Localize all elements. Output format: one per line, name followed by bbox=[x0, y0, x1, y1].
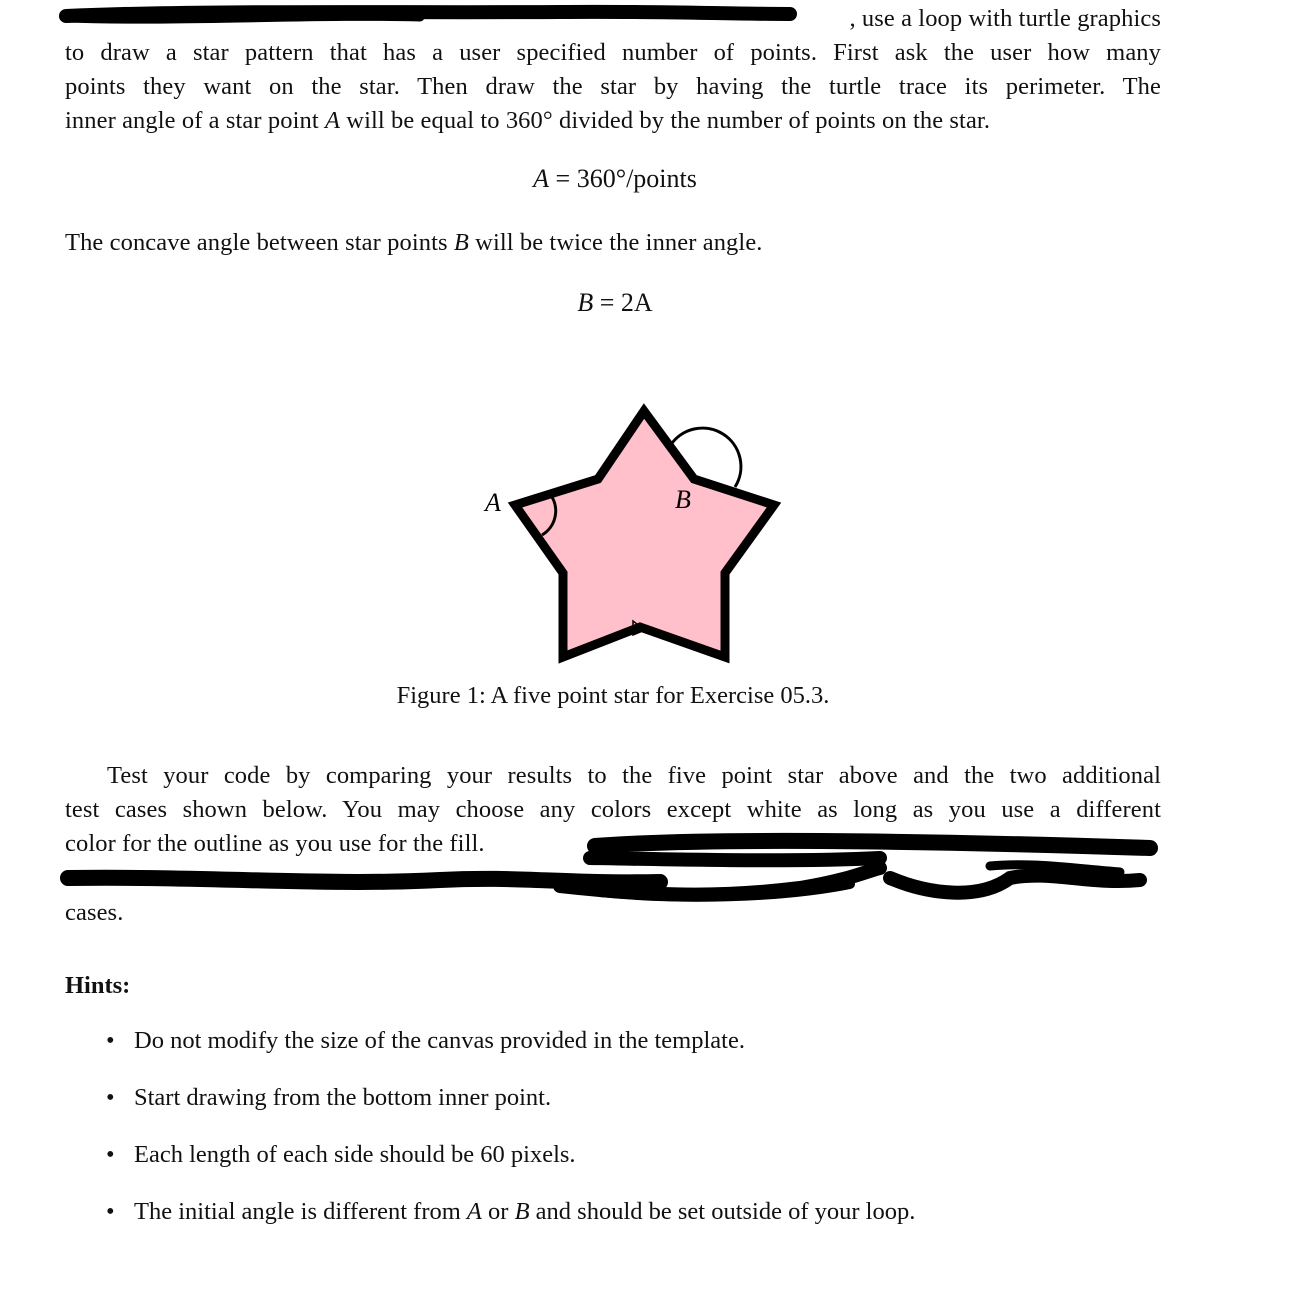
bullet-icon: • bbox=[106, 1141, 115, 1168]
intro-line-1: , use a loop with turtle graphics bbox=[849, 5, 1161, 32]
bullet-icon: • bbox=[106, 1198, 115, 1225]
concave-line bbox=[65, 226, 1161, 260]
intro-line-4-text-a: inner angle of a star point bbox=[65, 107, 325, 134]
hint-text-c: and should be set outside of your loop. bbox=[529, 1198, 916, 1225]
concave-text-b: will be twice the inner angle. bbox=[468, 229, 763, 256]
test-line-2: test cases shown below. You may choose any colors except white as long as you use a different bbox=[65, 796, 1161, 823]
eq1-op: = bbox=[549, 164, 577, 193]
eq2-rhs: 2A bbox=[620, 288, 653, 317]
test-line-4-redacted bbox=[65, 861, 1161, 895]
hint-var-b: B bbox=[514, 1198, 530, 1225]
test-line-5: cases. bbox=[65, 899, 124, 926]
bullet-icon: • bbox=[106, 1084, 115, 1111]
hints-list bbox=[106, 1024, 915, 1252]
figure-caption: Figure 1: A five point star for Exercise 05.3. bbox=[396, 682, 830, 709]
eq1-rhs: 360°/points bbox=[576, 164, 697, 193]
intro-line-3: points they want on the star. Then draw the star by having the turtle trace its perimeter. The bbox=[65, 73, 1161, 100]
hint-item bbox=[106, 1138, 915, 1195]
star-figure bbox=[470, 395, 790, 675]
test-paragraph bbox=[65, 759, 1161, 930]
label-a: A bbox=[485, 488, 501, 517]
hint-text-a: The initial angle is different from bbox=[134, 1198, 467, 1225]
hint-text: Each length of each side should be 60 pixels. bbox=[134, 1141, 576, 1168]
intro-paragraph bbox=[65, 2, 1161, 138]
bullet-icon: • bbox=[106, 1027, 115, 1054]
hint-text: Start drawing from the bottom inner point. bbox=[134, 1084, 552, 1111]
test-line-1: Test your code by comparing your results to the five point star above and the two additional bbox=[107, 762, 1161, 789]
intro-line-2: to draw a star pattern that has a user specified number of points. First ask the user how many bbox=[65, 39, 1161, 66]
hints-heading: Hints: bbox=[65, 972, 131, 999]
equation-inner-angle bbox=[0, 164, 1230, 194]
hint-text-b: or bbox=[481, 1198, 515, 1225]
hint-var-a: A bbox=[466, 1198, 482, 1225]
equation-concave-angle bbox=[0, 288, 1230, 318]
concave-paragraph bbox=[65, 226, 1161, 260]
hint-item bbox=[106, 1195, 915, 1252]
eq2-op: = bbox=[593, 288, 621, 317]
hint-text: Do not modify the size of the canvas provided in the template. bbox=[134, 1027, 745, 1054]
intro-line-4-text-c: divided by the number of points on the star. bbox=[552, 107, 991, 134]
var-b: B bbox=[453, 229, 469, 256]
hint-item bbox=[106, 1081, 915, 1138]
hint-item bbox=[106, 1024, 915, 1081]
var-a: A bbox=[324, 107, 341, 134]
intro-line-4 bbox=[65, 104, 1161, 138]
label-b: B bbox=[675, 485, 691, 514]
test-line-3: color for the outline as you use for the fill. bbox=[65, 830, 485, 857]
concave-text-a: The concave angle between star points bbox=[65, 229, 454, 256]
angle-360: 360° bbox=[505, 107, 553, 134]
intro-line-4-text-b: will be equal to bbox=[340, 107, 506, 134]
eq1-lhs: A bbox=[533, 164, 550, 193]
eq2-lhs: B bbox=[577, 288, 594, 317]
